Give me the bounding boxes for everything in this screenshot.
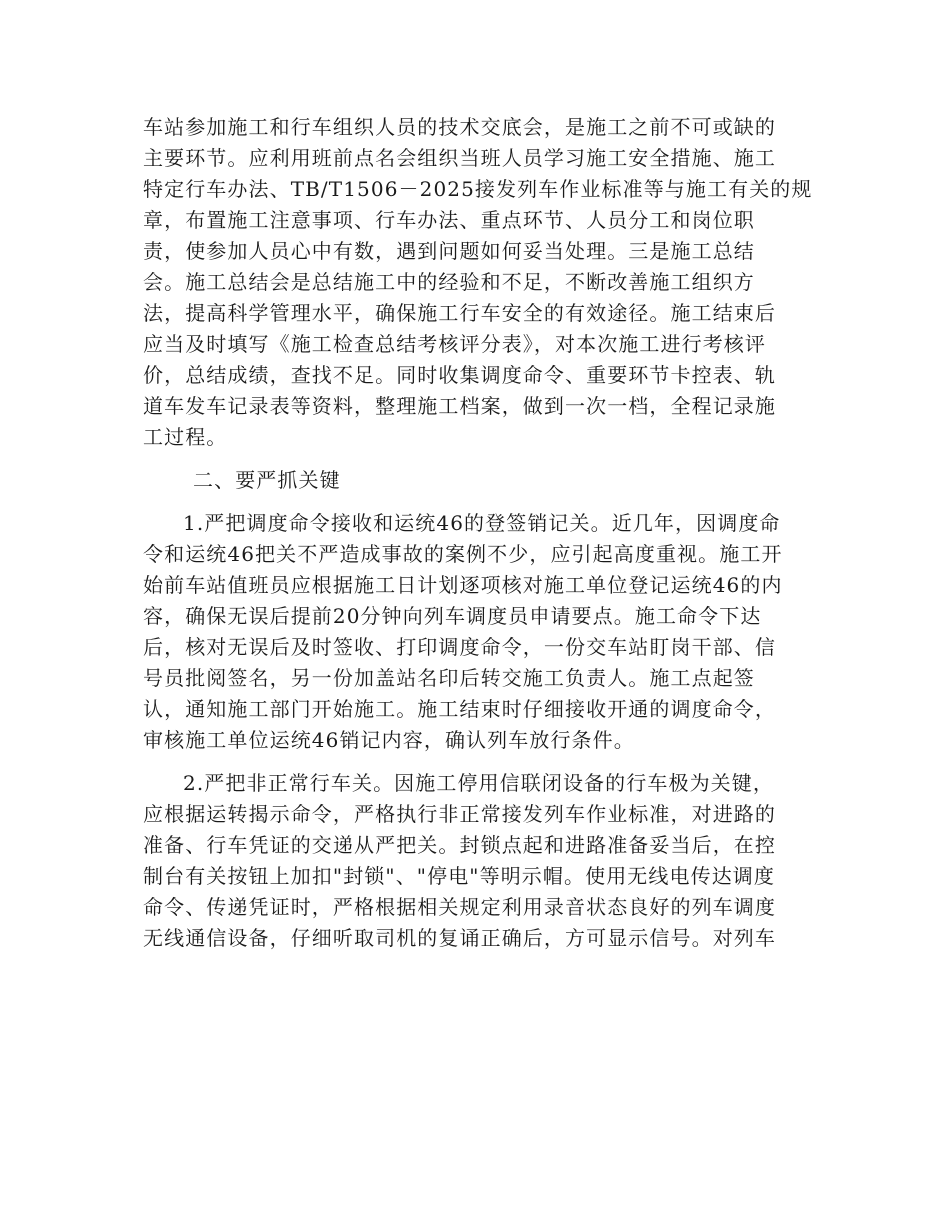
text-line: 始前车站值班员应根据施工日计划逐项核对施工单位登记运统46的内 (143, 573, 783, 597)
text-line: 法，提高科学管理水平，确保施工行车安全的有效途径。施工结束后 (143, 301, 776, 325)
text-line: 号员批阅签名，另一份加盖站名印后转交施工负责人。施工点起签 (143, 666, 755, 690)
text-line: 特定行车办法、TB/T1506－2025接发列车作业标准等与施工有关的规 (143, 177, 813, 201)
text-line: 会。施工总结会是总结施工中的经验和不足，不断改善施工组织方 (143, 270, 755, 294)
text-line: 准备、行车凭证的交递从严把关。封锁点起和进路准备妥当后，在控 (143, 833, 776, 857)
text-line: 应当及时填写《施工检查总结考核评分表》，对本次施工进行考核评 (143, 332, 766, 356)
text-line: 无线通信设备，仔细听取司机的复诵正确后，方可显示信号。对列车 (143, 926, 776, 950)
text-line: 命令、传递凭证时，严格根据相关规定利用录音状态良好的列车调度 (143, 895, 776, 919)
text-line: 审核施工单位运统46销记内容，确认列车放行条件。 (143, 728, 635, 752)
paragraph-2 (143, 768, 803, 954)
text-line: 道车发车记录表等资料，整理施工档案，做到一次一档，全程记录施 (143, 394, 776, 418)
text-line: 章，布置施工注意事项、行车办法、重点环节、人员分工和岗位职 (143, 208, 755, 232)
text-line: 车站参加施工和行车组织人员的技术交底会，是施工之前不可或缺的 (143, 115, 776, 139)
text-line: 令和运统46把关不严造成事故的案例不少，应引起高度重视。施工开 (143, 542, 783, 566)
paragraph-1 (143, 508, 803, 756)
text-line: 认，通知施工部门开始施工。施工结束时仔细接收开通的调度命令， (143, 697, 776, 721)
text-line: 责，使参加人员心中有数，遇到问题如何妥当处理。三是施工总结 (143, 239, 755, 263)
text-line: 制台有关按钮上加扣"封锁"、"停电"等明示帽。使用无线电传达调度 (143, 864, 775, 888)
text-line: 2.严把非正常行车关。因施工停用信联闭设备的行车极为关键， (183, 771, 774, 795)
text-line: 1.严把调度命令接收和运统46的登签销记关。近几年，因调度命 (183, 511, 781, 535)
text-line: 容，确保无误后提前20分钟向列车调度员申请要点。施工命令下达 (143, 604, 762, 628)
text-line: 后，核对无误后及时签收、打印调度命令，一份交车站盯岗干部、信 (143, 635, 776, 659)
section-heading: 二、要严抓关键 (193, 468, 341, 492)
document-body (143, 112, 813, 954)
text-line: 价，总结成绩，查找不足。同时收集调度命令、重要环节卡控表、轨 (143, 363, 776, 387)
paragraph-intro (143, 112, 813, 453)
text-line: 应根据运转揭示命令，严格执行非正常接发列车作业标准，对进路的 (143, 802, 776, 826)
text-line: 工过程。 (143, 425, 228, 449)
text-line: 主要环节。应利用班前点名会组织当班人员学习施工安全措施、施工 (143, 146, 776, 170)
